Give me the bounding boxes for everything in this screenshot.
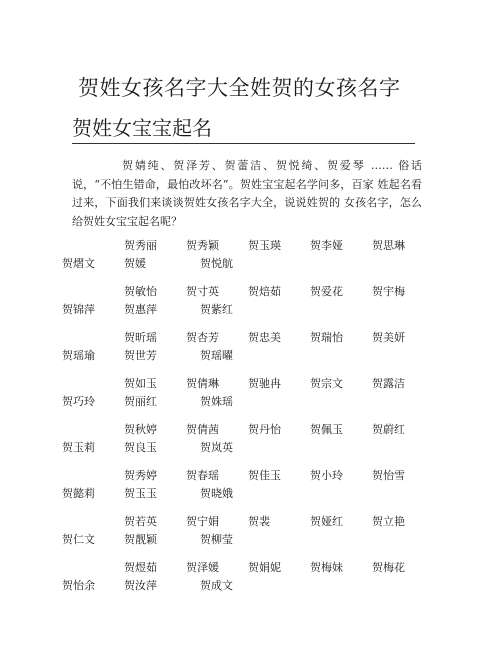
name-item: 贺裴 (248, 515, 270, 528)
name-group (62, 467, 442, 513)
name-item: 贺怡雪 (372, 469, 405, 482)
name-item: 贺懿莉 (62, 487, 95, 500)
name-item: 贺小玲 (310, 469, 343, 482)
name-group (62, 283, 442, 329)
name-item: 贺汝萍 (124, 579, 157, 592)
name-item: 贺晓娥 (200, 487, 233, 500)
name-row (62, 467, 442, 485)
name-item: 贺熠文 (62, 257, 95, 270)
name-row (62, 255, 442, 273)
name-row (62, 393, 442, 411)
name-item: 贺仁文 (62, 533, 95, 546)
name-group (62, 559, 442, 605)
name-list (62, 237, 442, 605)
name-item: 贺立艳 (372, 515, 405, 528)
name-item: 贺玉玉 (124, 487, 157, 500)
name-row (62, 485, 442, 503)
name-item: 贺佳玉 (248, 469, 281, 482)
name-item: 贺倩茜 (186, 423, 219, 436)
name-item: 贺露洁 (372, 377, 405, 390)
name-item: 贺杏芳 (186, 331, 219, 344)
name-item: 贺秀颖 (186, 239, 219, 252)
name-item: 贺柳莹 (200, 533, 233, 546)
name-row (62, 577, 442, 595)
name-item: 贺惠萍 (124, 303, 157, 316)
name-item: 贺宁娟 (186, 515, 219, 528)
name-row (62, 347, 442, 365)
name-item: 贺紫红 (200, 303, 233, 316)
name-item: 贺娟妮 (248, 561, 281, 574)
name-item: 贺思琳 (372, 239, 405, 252)
name-item: 贺秀婷 (124, 469, 157, 482)
name-item: 贺怡余 (62, 579, 95, 592)
name-row (62, 301, 442, 319)
name-item: 贺如玉 (124, 377, 157, 390)
name-item: 贺煜茹 (124, 561, 157, 574)
name-group (62, 237, 442, 283)
name-item: 贺梅妹 (310, 561, 343, 574)
name-item: 贺寸英 (186, 285, 219, 298)
name-item: 贺岚英 (200, 441, 233, 454)
name-item: 贺丹怡 (248, 423, 281, 436)
name-row (62, 375, 442, 393)
name-item: 贺良玉 (124, 441, 157, 454)
name-item: 贺倩琳 (186, 377, 219, 390)
name-item: 贺美妍 (372, 331, 405, 344)
name-item: 贺巧玲 (62, 395, 95, 408)
name-row (62, 439, 442, 457)
name-row (62, 283, 442, 301)
page-title: 贺姓女孩名字大全姓贺的女孩名字 (78, 76, 401, 100)
name-item: 贺玉莉 (62, 441, 95, 454)
name-item: 贺宗文 (310, 377, 343, 390)
name-group (62, 329, 442, 375)
name-item: 贺爱花 (310, 285, 343, 298)
name-row (62, 559, 442, 577)
name-item: 贺李娅 (310, 239, 343, 252)
name-item: 贺忠美 (248, 331, 281, 344)
name-item: 贺秋婷 (124, 423, 157, 436)
name-item: 贺成文 (200, 579, 233, 592)
name-item: 贺世芳 (124, 349, 157, 362)
name-item: 贺瑶瑜 (62, 349, 95, 362)
name-row (62, 531, 442, 549)
name-item: 贺佩玉 (310, 423, 343, 436)
name-item: 贺靓颖 (124, 533, 157, 546)
name-item: 贺悦航 (200, 257, 233, 270)
name-group (62, 513, 442, 559)
name-item: 贺玉瑛 (248, 239, 281, 252)
name-item: 贺若英 (124, 515, 157, 528)
name-item: 贺瑞怡 (310, 331, 343, 344)
name-row (62, 329, 442, 347)
name-item: 贺锦萍 (62, 303, 95, 316)
name-item: 贺昕瑶 (124, 331, 157, 344)
name-item: 贺敏怡 (124, 285, 157, 298)
name-item: 贺驰冉 (248, 377, 281, 390)
name-item: 贺春瑶 (186, 469, 219, 482)
name-item: 贺丽红 (124, 395, 157, 408)
section-heading: 贺姓女宝宝起名 (72, 112, 415, 144)
name-group (62, 421, 442, 467)
name-item: 贺瑶曜 (200, 349, 233, 362)
name-item: 贺媛 (124, 257, 146, 270)
name-group (62, 375, 442, 421)
name-item: 贺泽媛 (186, 561, 219, 574)
name-item: 贺姝瑶 (200, 395, 233, 408)
name-row (62, 421, 442, 439)
name-item: 贺焙茹 (248, 285, 281, 298)
name-item: 贺蔚红 (372, 423, 405, 436)
name-item: 贺娅红 (310, 515, 343, 528)
name-item: 贺宇梅 (372, 285, 405, 298)
name-row (62, 237, 442, 255)
intro-paragraph: 贺婧纯、贺泽芳、贺蕾洁、贺悦绮、贺爱琴 …… 俗话 说，“不怕生错命，最怕改坏名”。贺姓宝宝起名学问多，百家 姓起名看过来，下面我们来谈谈贺姓女孩名字大全，说说姓贺的 女孩名字，怎么给贺姓女宝宝起名呢？ (72, 159, 422, 228)
name-item: 贺秀丽 (124, 239, 157, 252)
name-item: 贺梅花 (372, 561, 405, 574)
name-row (62, 513, 442, 531)
